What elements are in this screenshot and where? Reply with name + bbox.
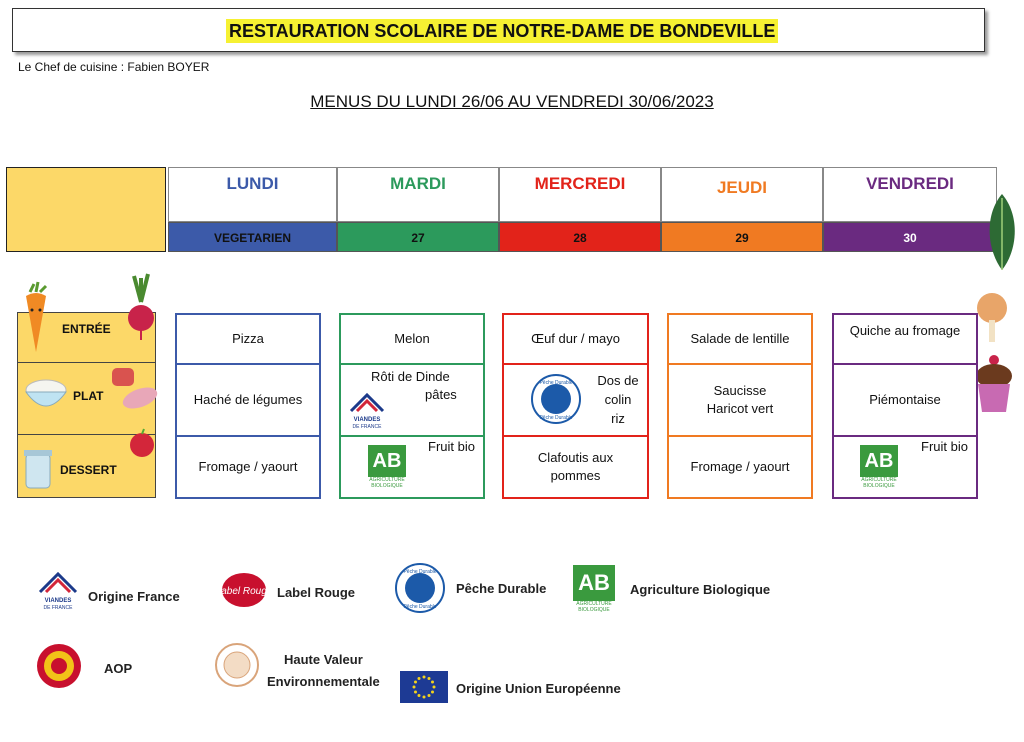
day-header-lundi: LUNDI [168, 167, 337, 222]
mercredi-dessert-line2: pommes [550, 468, 601, 483]
mardi-plat-line2: pâtes [425, 387, 457, 402]
day-header-mercredi: MERCREDI [499, 167, 661, 222]
mercredi-entree: Œuf dur / mayo [504, 315, 647, 365]
vendredi-plat: Piémontaise [834, 365, 976, 437]
label-dessert: DESSERT [60, 463, 117, 477]
legend-viandes-de-france-icon [36, 570, 80, 612]
peche-durable-logo [530, 373, 582, 425]
mardi-dessert [341, 437, 483, 497]
legend-origine-ue: Origine Union Européenne [456, 681, 621, 696]
header-corner-cell [6, 167, 166, 252]
aop-icon [36, 643, 82, 689]
vendredi-dessert-text: Fruit bio [921, 439, 968, 454]
chef-name: Le Chef de cuisine : Fabien BOYER [18, 60, 210, 74]
spinach-leaf-icon [982, 190, 1022, 276]
day-header-jeudi: JEUDI [661, 167, 823, 222]
mercredi-plat-line2: colin [604, 392, 632, 407]
legend-hve-line1: Haute Valeur [284, 652, 363, 667]
label-entree: ENTRÉE [62, 322, 111, 336]
svg-text:DE FRANCE: DE FRANCE [352, 424, 382, 430]
date-mardi: 27 [337, 222, 499, 252]
yogurt-icon [22, 444, 54, 492]
meat-fish-icon [108, 366, 160, 416]
page-title: RESTAURATION SCOLAIRE DE NOTRE-DAME DE BONDEVILLE [226, 19, 778, 43]
radish-icon [124, 272, 158, 342]
mardi-plat-line1: Rôti de Dinde [371, 369, 450, 384]
date-jeudi: 29 [661, 222, 823, 252]
cupcake-icon [974, 352, 1014, 414]
ab-logo: AB AGRICULTURE BIOLOGIQUE [368, 445, 406, 491]
menu-mardi [339, 313, 485, 499]
date-lundi: VEGETARIEN [168, 222, 337, 252]
date-vendredi: 30 [823, 222, 997, 252]
svg-text:VIANDES: VIANDES [44, 598, 72, 604]
menu-vendredi [832, 313, 978, 499]
legend-peche-durable-icon [395, 561, 445, 615]
legend-label-rouge: Label Rouge [277, 585, 356, 600]
lundi-entree: Pizza [177, 315, 319, 365]
day-header-mardi: MARDI [337, 167, 499, 222]
day-header-vendredi: VENDREDI [823, 167, 997, 222]
jeudi-plat-line1: Saucisse [713, 383, 767, 398]
svg-text:Pêche Durable: Pêche Durable [403, 604, 437, 610]
svg-text:DE FRANCE: DE FRANCE [43, 605, 73, 611]
legend-aop: AOP [104, 661, 133, 676]
svg-text:Pêche Durable: Pêche Durable [539, 380, 573, 386]
lundi-dessert: Fromage / yaourt [198, 459, 298, 474]
menus-title: MENUS DU LUNDI 26/06 AU VENDREDI 30/06/2023 [310, 92, 714, 111]
label-rouge-icon [215, 570, 273, 610]
svg-text:Pêche Durable: Pêche Durable [403, 569, 437, 575]
ab-logo: AB AGRICULTURE BIOLOGIQUE [860, 445, 898, 491]
menu-jeudi [667, 313, 813, 499]
mardi-plat [341, 365, 483, 437]
lundi-plat: Haché de légumes [177, 365, 319, 437]
svg-text:Pêche Durable: Pêche Durable [539, 415, 573, 421]
jeudi-plat [669, 365, 811, 437]
legend-origine-france: Origine France [88, 589, 180, 604]
jeudi-dessert: Fromage / yaourt [690, 459, 790, 474]
vendredi-dessert [834, 437, 976, 497]
date-mercredi: 28 [499, 222, 661, 252]
vendredi-entree: Quiche au fromage [834, 315, 976, 365]
mardi-dessert-text: Fruit bio [428, 439, 475, 454]
apple-icon [126, 428, 158, 458]
rice-bowl-icon [22, 376, 70, 414]
chicken-leg-icon [974, 290, 1010, 346]
hve-icon [214, 642, 260, 688]
mercredi-dessert [504, 437, 647, 497]
legend-hve-line2: Environnementale [267, 674, 380, 689]
svg-text:VIANDES: VIANDES [353, 417, 381, 423]
mercredi-plat [504, 365, 647, 437]
jeudi-entree: Salade de lentille [669, 315, 811, 365]
carrot-icon [20, 282, 52, 354]
mercredi-plat-line1: Dos de [597, 373, 639, 388]
eu-flag-icon [400, 671, 448, 703]
mercredi-plat-line3: riz [611, 411, 625, 426]
viandes-de-france-logo [347, 389, 387, 431]
label-plat: PLAT [73, 389, 104, 403]
svg-text:Label Rouge: Label Rouge [215, 586, 273, 597]
legend-peche-durable: Pêche Durable [456, 581, 547, 596]
mercredi-dessert-line1: Clafoutis aux [537, 450, 614, 465]
menu-mercredi [502, 313, 649, 499]
mardi-entree: Melon [341, 315, 483, 365]
legend-agriculture-bio: Agriculture Biologique [630, 582, 771, 597]
legend-ab-icon: AB AGRICULTURE BIOLOGIQUE [573, 565, 615, 615]
jeudi-plat-line2: Haricot vert [706, 401, 774, 416]
menu-lundi [175, 313, 321, 499]
